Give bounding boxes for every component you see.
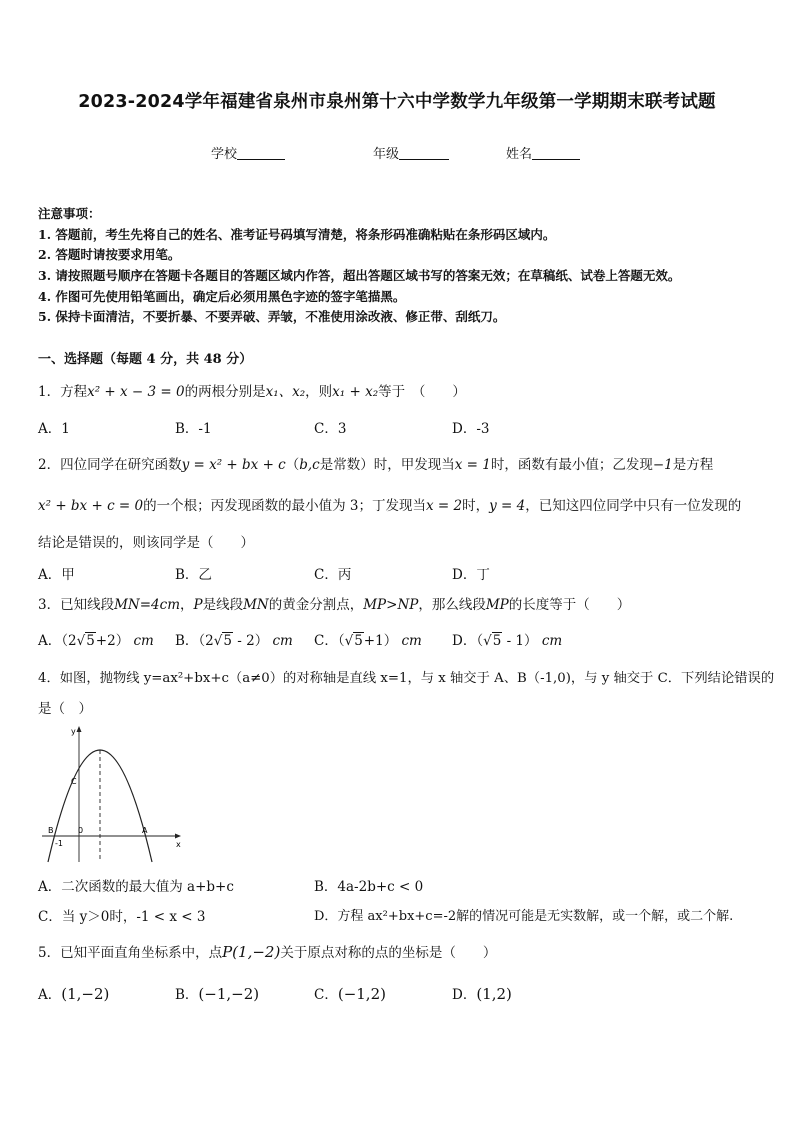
question-3 <box>38 593 630 613</box>
grade-label: 年级 <box>373 147 400 162</box>
q3-option-a <box>38 629 154 649</box>
q1-option-a: A．1 <box>38 421 70 437</box>
y-label: y <box>71 727 76 736</box>
q3-mn: MN=4cm <box>114 597 180 613</box>
q3-option-c <box>314 629 422 649</box>
note-item: 3. 请按照题号顺序在答题卡各题目的答题区域内作答，超出答题区域书写的答案无效；在草稿纸、试卷上答题无效。 <box>38 268 681 283</box>
q2-x2: x = 2 <box>426 498 463 514</box>
q2-text: 的一个根；丙发现函数的最小值为 3；丁发现当 <box>143 498 427 514</box>
x-axis-arrow <box>175 834 181 839</box>
q3-opt-text: B．（2 <box>175 633 214 649</box>
q5-option-b <box>175 983 259 1003</box>
q2-option-c: C．丙 <box>314 567 352 583</box>
question-4: 4．如图，抛物线 y=ax²+bx+c（a≠0）的对称轴是直线 x=1，与 x 轴交于 A、B（-1,0)，与 y 轴交于 C．下列结论错误的 <box>38 671 775 686</box>
parabola-graph <box>36 724 186 864</box>
exam-title: 2023-2024学年福建省泉州市泉州第十六中学数学九年级第一学期期末联考试题 <box>78 92 716 112</box>
q2-option-a: A．甲 <box>38 567 75 583</box>
q5-opt-value: (1,2) <box>476 985 512 1003</box>
name-blank <box>532 146 580 160</box>
neg-one-label: -1 <box>55 839 63 848</box>
unit: cm <box>133 633 154 649</box>
sqrt-sign: √ <box>213 633 223 649</box>
q1-option-c: C．3 <box>314 421 347 437</box>
q5-opt-value: (−1,−2) <box>198 985 260 1003</box>
point-c-label: C <box>71 777 77 786</box>
q2-function: y = x² + bx + c <box>181 457 286 473</box>
q4-option-b: B．4a-2b+c < 0 <box>314 879 424 895</box>
q2-option-d: D．丁 <box>452 567 490 583</box>
sqrt-radicand: 5 <box>492 633 502 649</box>
q2-text: 时， <box>462 498 490 514</box>
q2-x1: x = 1 <box>454 457 491 473</box>
sqrt-sign: √ <box>483 633 492 649</box>
name-field <box>506 143 580 162</box>
notes-heading: 注意事项： <box>38 206 101 221</box>
note-item: 5. 保持卡面清洁，不要折暴、不要弄破、弄皱，不准使用涂改液、修正带、刮纸刀。 <box>38 309 506 324</box>
unit: cm <box>272 633 293 649</box>
q2-text: 是方程 <box>672 457 714 473</box>
q2-option-b: B．乙 <box>175 567 212 583</box>
q1-text: 的两根分别是 <box>184 384 266 400</box>
q3-text: 的长度等于（ ） <box>508 597 631 613</box>
q5-opt-value: (1,−2) <box>61 985 110 1003</box>
q2-constants: b,c <box>299 457 320 473</box>
origin-label: 0 <box>78 826 84 835</box>
x-label: x <box>176 840 181 849</box>
q1-text: 1．方程 <box>38 384 88 400</box>
q3-opt-text: +2） <box>95 633 130 649</box>
q5-opt-label: A． <box>38 987 62 1003</box>
q3-mp: MP <box>485 597 509 613</box>
sqrt-radicand: 5 <box>86 633 95 649</box>
q3-text: 的黄金分割点， <box>268 597 364 613</box>
sqrt-sign: √ <box>76 633 86 649</box>
q2-neg1: −1 <box>652 457 673 473</box>
q2-equation: x² + bx + c = 0 <box>38 498 144 514</box>
unit: cm <box>541 633 563 649</box>
note-item: 4. 作图可先使用铅笔画出，确定后必须用黑色字迹的签字笔描黑。 <box>38 289 406 304</box>
q3-text: ，那么线段 <box>418 597 486 613</box>
q5-option-a <box>38 983 109 1003</box>
q3-opt-text: A．（2 <box>38 633 77 649</box>
q4-option-a: A．二次函数的最大值为 a+b+c <box>38 879 234 895</box>
question-2 <box>38 453 713 473</box>
q3-opt-text: D．（ <box>452 633 484 649</box>
q1-roots: x₁、x₂ <box>265 384 306 400</box>
q5-opt-label: C． <box>314 987 338 1003</box>
q5-opt-value: (−1,2) <box>337 985 386 1003</box>
q2-y4: y = 4 <box>489 498 526 514</box>
q1-sum: x₁ + x₂ <box>332 384 379 400</box>
q2-text: 时，函数有最小值；乙发现 <box>490 457 653 473</box>
q3-opt-text: - 2） <box>232 633 269 649</box>
note-item: 2. 答题时请按要求用笔。 <box>38 247 181 262</box>
q1-text: ，则 <box>305 384 333 400</box>
section-heading: 一、选择题（每题 4 分，共 48 分） <box>38 352 253 367</box>
grade-field <box>373 143 449 162</box>
question-2-line-2 <box>38 494 741 514</box>
q2-text: （ <box>285 457 300 473</box>
unit: cm <box>401 633 422 649</box>
school-blank <box>237 146 285 160</box>
q3-option-d <box>452 629 562 649</box>
note-item: 1. 答题前，考生先将自己的姓名、准考证号码填写清楚，将条形码准确粘贴在条形码区域内。 <box>38 227 556 242</box>
q3-text: ， <box>180 597 194 613</box>
q2-text: 2．四位同学在研究函数 <box>38 457 182 473</box>
q3-mn: MN <box>243 597 269 613</box>
q1-text: 等于 （ ） <box>378 384 466 400</box>
q5-text: 5．已知平面直角坐标系中，点 <box>38 945 223 961</box>
q5-option-d <box>452 983 512 1003</box>
school-field <box>211 143 285 162</box>
q3-text: 是线段 <box>202 597 244 613</box>
q5-opt-label: D． <box>452 987 477 1003</box>
point-b-label: B <box>48 826 54 835</box>
q3-opt-text: C．（ <box>314 633 345 649</box>
q3-text: 3．已知线段 <box>38 597 115 613</box>
q4-option-d: D．方程 ax²+bx+c=-2解的情况可能是无实数解，或一个解，或二个解. <box>314 909 734 924</box>
q4-option-c: C．当 y＞0时，-1 < x < 3 <box>38 909 206 925</box>
q1-option-d: D．-3 <box>452 421 490 437</box>
q2-text: 是常数）时，甲发现当 <box>319 457 455 473</box>
q2-text: ，已知这四位同学中只有一位发现的 <box>525 498 742 514</box>
school-label: 学校 <box>211 147 238 162</box>
question-4-line-2: 是（ ） <box>38 701 92 717</box>
q3-opt-text: +1） <box>363 633 398 649</box>
q5-option-c <box>314 983 386 1003</box>
question-5 <box>38 941 496 961</box>
name-label: 姓名 <box>506 147 533 162</box>
sqrt-radicand: 5 <box>354 633 363 649</box>
point-a-label: A <box>142 826 148 835</box>
q3-p: P <box>193 597 203 613</box>
q3-option-b <box>175 629 293 649</box>
question-1 <box>38 380 466 400</box>
sqrt-radicand: 5 <box>223 633 232 649</box>
q1-option-b: B．-1 <box>175 421 212 437</box>
q1-equation: x² + x − 3 = 0 <box>87 384 185 400</box>
grade-blank <box>399 146 449 160</box>
q5-point: P(1,−2) <box>222 943 281 961</box>
sqrt-sign: √ <box>344 633 354 649</box>
q5-text: 关于原点对称的点的坐标是（ ） <box>280 945 497 961</box>
question-2-line-3: 结论是错误的，则该同学是（ ） <box>38 535 254 551</box>
q3-mpnp: MP>NP <box>363 597 419 613</box>
y-axis-arrow <box>77 726 82 732</box>
q5-opt-label: B． <box>175 987 199 1003</box>
q3-opt-text: - 1） <box>502 633 538 649</box>
